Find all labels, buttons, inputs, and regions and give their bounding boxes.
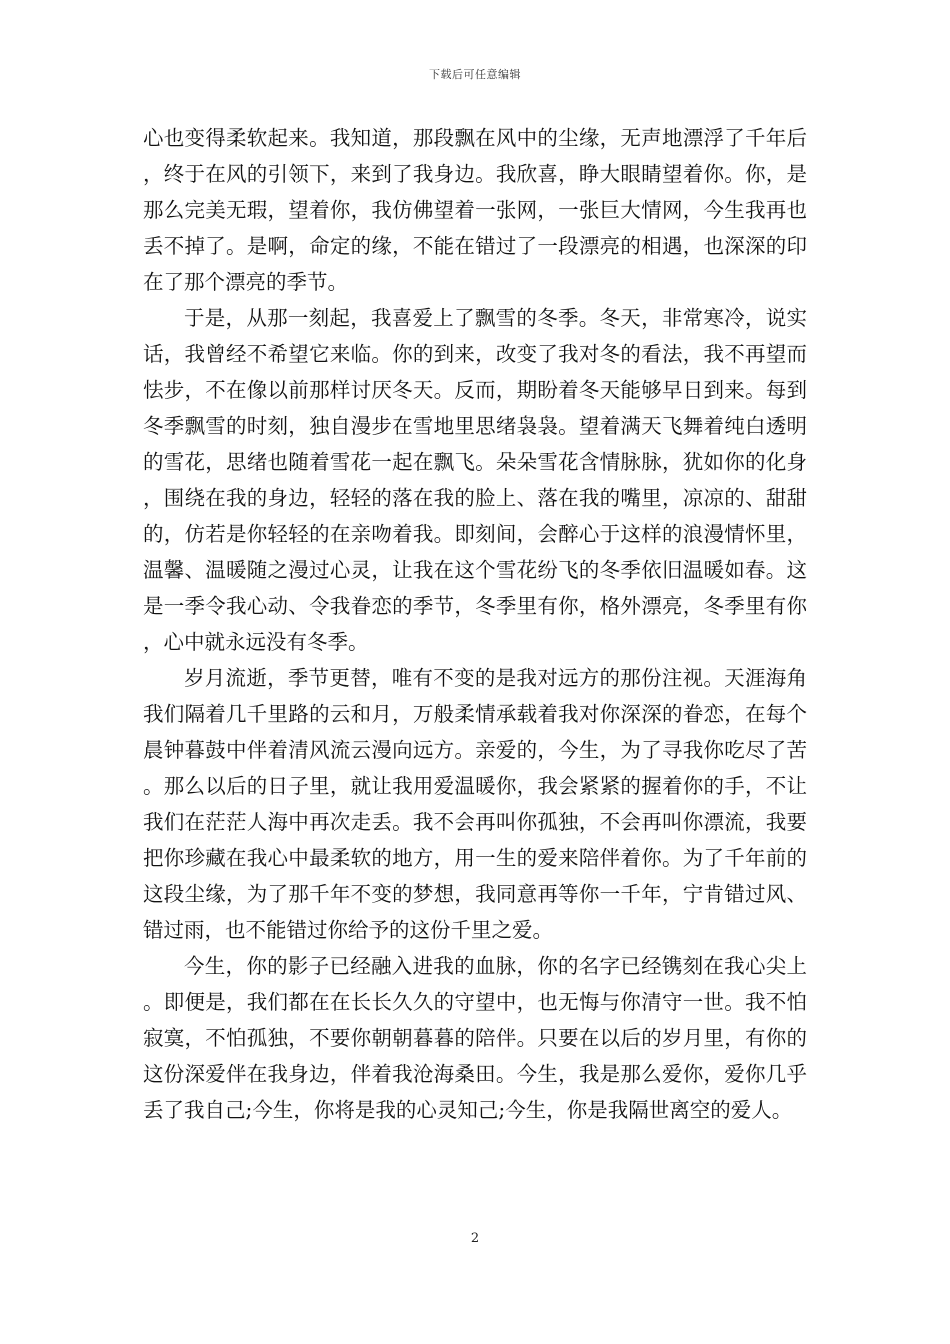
paragraph-continued: 心也变得柔软起来。我知道，那段飘在风中的尘缘，无声地漂浮了千年后，终于在风的引领下，来到了我身边。我欣喜，睁大眼睛望着你。你，是那么完美无瑕，望着你，我仿佛望着一张网，一张巨大情网，今生我再也丢不掉了。是啊，命定的缘，不能在错过了一段漂亮的相遇，也深深的印在了那个漂亮的季节。 <box>143 126 807 294</box>
paragraph: 今生，你的影子已经融入进我的血脉，你的名字已经镌刻在我心尖上。即便是，我们都在在长长久久的守望中，也无悔与你清守一世。我不怕寂寞，不怕孤独，不要你朝朝暮暮的陪伴。只要在以后的岁月里，有你的这份深爱伴在我身边，伴着我沧海桑田。今生，我是那么爱你，爱你几乎丢了我自己;今生，你将是我的心灵知己;今生，你是我隔世离空的爱人。 <box>143 954 807 1122</box>
paragraph: 于是，从那一刻起，我喜爱上了飘雪的冬季。冬天，非常寒冷，说实话，我曾经不希望它来临。你的到来，改变了我对冬的看法，我不再望而怯步，不在像以前那样讨厌冬天。反而，期盼着冬天能够早日到来。每到冬季飘雪的时刻，独自漫步在雪地里思绪袅袅。望着满天飞舞着纯白透明的雪花，思绪也随着雪花一起在飘飞。朵朵雪花含情脉脉，犹如你的化身，围绕在我的身边，轻轻的落在我的脸上、落在我的嘴里，凉凉的、甜甜的，仿若是你轻轻的在亲吻着我。即刻间，会醉心于这样的浪漫情怀里，温馨、温暖随之漫过心灵，让我在这个雪花纷飞的冬季依旧温暖如春。这是一季令我心动、令我眷恋的季节，冬季里有你，格外漂亮，冬季里有你，心中就永远没有冬季。 <box>143 306 807 654</box>
page-header: 下载后可任意编辑 <box>429 68 521 81</box>
paragraph: 岁月流逝，季节更替，唯有不变的是我对远方的那份注视。天涯海角我们隔着几千里路的云和月，万般柔情承载着我对你深深的眷恋，在每个晨钟暮鼓中伴着清风流云漫向远方。亲爱的，今生，为了寻我你吃尽了苦。那么以后的日子里，就让我用爱温暖你，我会紧紧的握着你的手，不让我们在茫茫人海中再次走丢。我不会再叫你孤独，不会再叫你漂流，我要把你珍藏在我心中最柔软的地方，用一生的爱来陪伴着你。为了千年前的这段尘缘，为了那千年不变的梦想，我同意再等你一千年，宁肯错过风、错过雨，也不能错过你给予的这份千里之爱。 <box>143 666 807 942</box>
page-number: 2 <box>470 1231 480 1246</box>
document-body <box>143 120 807 1128</box>
